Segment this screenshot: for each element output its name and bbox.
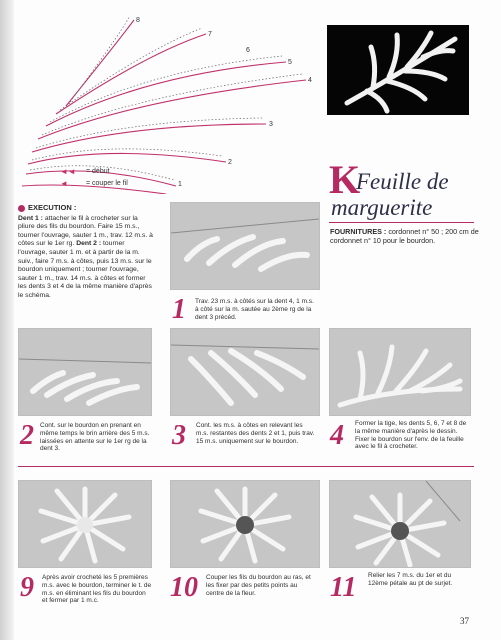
legend-start-label: = début [86, 168, 110, 175]
step-number: 9 [20, 572, 34, 603]
execution-block [18, 204, 153, 301]
dent1-label: Dent 1 : [18, 214, 43, 222]
fournitures-label: FOURNITURES : [330, 227, 387, 236]
leaf-icon [327, 25, 469, 115]
step-photo-3 [170, 328, 320, 416]
step-number: 3 [172, 420, 186, 451]
cut-arrow-icon: ◄ [60, 179, 68, 188]
dent1-text: attacher le fil à crocheter sur la pliure des fils du bourdon. Faire 15 m.s., tourner l'ouvrage, sauter 1 m., trav. 12 m.s. à côtes sur le 1er rg. [18, 214, 153, 248]
diagram-number: 8 [136, 17, 140, 24]
step-photo-9 [18, 480, 152, 568]
title-letter: K [329, 157, 361, 202]
step-photo-10 [170, 480, 320, 568]
step-number: 11 [330, 572, 357, 603]
dent2-text: tourner l'ouvrage, sauter 1 m. et à partir de la m. suiv., faire 7 m.s. à côtes, puis 13 m.s. sur le bourdon uniquement ; tourner l'ouvrage, sauter 1 m., trav. 14 m.s. à côtes et former les dents 3 et 4 de la même manière d'après le schéma. [18, 240, 152, 299]
title-divider [329, 222, 474, 223]
flower-photo-icon [330, 481, 470, 567]
step-photo-4 [329, 328, 471, 416]
dent2-label: Dent 2 : [76, 240, 102, 248]
step-caption: Cont. les m.s. à côtes en relevant les m.s. restantes des dents 2 et 1, puis trav. 15 m.s. uniquement sur le bourdon. [196, 422, 315, 445]
start-arrow-icon: ◄◄ [60, 167, 76, 176]
step-number: 1 [172, 294, 186, 325]
legend-cut [60, 178, 128, 190]
step-caption: Couper les fils du bourdon au ras, et les fixer par des petits points au centre de la fleur. [206, 574, 311, 597]
crochet-photo-icon [330, 329, 470, 415]
page-spine-shadow [0, 0, 14, 640]
diagram-number: 1 [178, 181, 182, 188]
legend-start [60, 166, 128, 178]
step-photo-1 [170, 202, 320, 290]
step-number: 4 [330, 420, 344, 451]
step-caption: Cont. sur le bourdon en prenant en même temps le brin arrière des 5 m.s. laissées en attente sur le 1er rg de la dent 3. [40, 422, 150, 453]
title-line1: Feuille de [356, 169, 449, 194]
diagram-number: 7 [208, 31, 212, 38]
bullet-icon [18, 205, 25, 212]
flower-photo-icon [19, 481, 151, 567]
execution-heading-text: EXECUTION : [28, 203, 77, 212]
crochet-photo-icon [171, 203, 319, 289]
execution-heading [18, 204, 153, 213]
crochet-photo-icon [19, 329, 151, 415]
step-number: 10 [170, 572, 198, 603]
step-number: 2 [20, 420, 34, 451]
step-caption: Relier les 7 m.s. du 1er et du 12ème pétale au pt de surjet. [368, 572, 453, 587]
crochet-photo-icon [171, 329, 319, 415]
diagram-number: 2 [228, 159, 232, 166]
flower-photo-icon [171, 481, 319, 567]
step-photo-11 [329, 480, 471, 568]
step-caption: Former la tige, les dents 5, 6, 7 et 8 de la même manière d'après le dessin. Fixer le bourdon sur l'env. de la feuille avec le fil à crocheter. [355, 420, 467, 451]
diagram-number: 4 [308, 77, 312, 84]
diagram-legend [60, 166, 128, 190]
step-caption: Après avoir crocheté les 5 premières m.s. avec le bourdon, terminer le t. de m.s. en éliminant les fils du bourdon et fermer par 1 m.c. [42, 574, 152, 605]
legend-cut-label: = couper le fil [86, 180, 128, 187]
diagram-number: 3 [269, 121, 273, 128]
fournitures [330, 227, 480, 245]
section-divider [18, 466, 474, 467]
page-number: 37 [460, 616, 469, 626]
title-line2: marguerite [331, 195, 433, 220]
step-caption: Trav. 23 m.s. à côtés sur la dent 4, 1 m.s. à côté sur la m. sautée au 2ème rg de la dent 3 précéd. [195, 298, 314, 321]
step-photo-2 [18, 328, 152, 416]
finished-leaf-photo [327, 25, 469, 115]
diagram-number: 6 [246, 47, 250, 54]
fournitures-text: cordonnet n° 50 ; 200 cm de cordonnet n° 10 pour le bourdon. [330, 227, 479, 245]
diagram-number: 5 [288, 59, 292, 66]
